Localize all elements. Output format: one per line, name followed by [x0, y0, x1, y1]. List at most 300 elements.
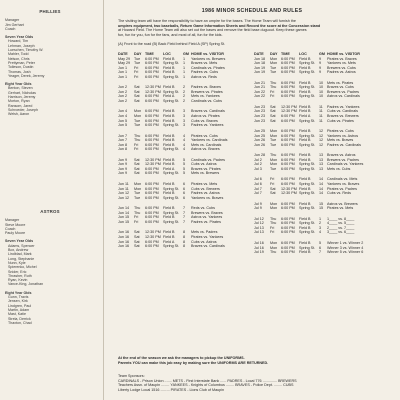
player-list: [0, 244, 100, 287]
player-name: Box, Andrew: [8, 248, 29, 253]
table-row: [254, 167, 392, 172]
cell-date: Jun 19: [254, 65, 266, 70]
cell-time: 6:00 PM: [145, 138, 159, 143]
cell-matchup: Cardinals vs. Mets: [327, 177, 358, 182]
cell-date: Jul 13: [254, 225, 264, 230]
cell-day: Mon: [134, 186, 142, 191]
cell-date: Jun 4: [118, 109, 128, 114]
cell-game: 1: [183, 56, 186, 61]
cell-matchup: 3____ vs. 6____: [327, 230, 355, 235]
cell-loc: Spring St.: [299, 133, 316, 138]
table-row: [118, 123, 250, 128]
cell-game: 6: [183, 186, 186, 191]
player-name: Schroeder, Joseph: [8, 107, 38, 112]
cell-day: Sat: [134, 94, 140, 99]
player-name: Adams, Spencer: [8, 243, 35, 248]
cell-time: 6:00 PM: [145, 219, 159, 224]
player-name: Tolleson, Dustin: [8, 65, 34, 70]
cell-day: Tue: [134, 118, 141, 123]
cell-time: 12:30 PM: [145, 89, 161, 94]
col-gm: GM: [183, 52, 189, 56]
cell-date: Jun 9: [118, 166, 128, 171]
cell-game: 2: [183, 89, 186, 94]
cell-matchup: Cubs vs. Braves: [191, 118, 218, 123]
cell-game: 12: [319, 142, 324, 147]
cell-game: 4: [183, 147, 186, 152]
cell-date: Jun 11: [118, 186, 129, 191]
table-row: [254, 250, 392, 255]
cell-loc: Field B: [163, 109, 175, 114]
cell-matchup: 1____ vs. 8____: [327, 216, 355, 221]
cell-date: Jun 16: [118, 244, 130, 249]
cell-game: 7: [319, 250, 322, 255]
col-home-vs-visitor: HOME vs. VISITOR: [191, 52, 224, 56]
intro-paragraph: [118, 19, 390, 37]
cell-date: Jun 2: [118, 85, 128, 90]
cell-date: Jun 9: [118, 157, 128, 162]
cell-matchup: Astros vs. Braves: [191, 147, 220, 152]
group-heading: Seven Year Olds: [5, 239, 34, 244]
cell-date: Jun 1: [118, 65, 128, 70]
table-row: [118, 147, 250, 152]
cell-date: May 29: [118, 56, 131, 61]
cell-loc: Spring St.: [299, 94, 316, 99]
cell-matchup: Padres vs. Astros: [191, 191, 220, 196]
cell-date: Jun 16: [118, 230, 130, 235]
cell-time: 12:30 PM: [145, 157, 161, 162]
col-date: DATE: [118, 52, 128, 56]
cell-matchup: Pirates vs. Yankees: [191, 234, 224, 239]
cell-day: Thu: [270, 250, 277, 255]
cell-day: Fri: [270, 89, 275, 94]
cell-date: Jun 28: [254, 153, 266, 158]
cell-time: 6:00 PM: [281, 166, 295, 171]
cell-day: Mon: [270, 61, 278, 66]
player-name: Jensen, Kirk: [8, 299, 28, 304]
cell-game: 10: [319, 80, 324, 85]
table-row: [254, 94, 392, 99]
cell-date: Jul 9: [254, 206, 262, 211]
team-sponsors: [118, 374, 390, 392]
cell-date: Jul 9: [254, 201, 262, 206]
cell-loc: Spring St.: [163, 244, 180, 249]
cell-day: Sat: [134, 98, 140, 103]
cell-matchup: Winner 5 vs. Winner 6: [327, 250, 364, 255]
cell-time: 12:30 PM: [145, 230, 161, 235]
cell-game: 8: [183, 230, 186, 235]
cell-time: 6:00 PM: [281, 153, 295, 158]
cell-matchup: Brewers vs. Cubs: [327, 65, 356, 70]
cell-matchup: Astros vs. Yankees: [191, 215, 223, 220]
staff-entry: Steve Moore: [5, 222, 26, 227]
cell-time: 6:00 PM: [145, 147, 159, 152]
cell-day: Thu: [134, 206, 141, 211]
cell-date: Jun 7: [118, 133, 128, 138]
cell-time: 6:00 PM: [281, 206, 295, 211]
cell-loc: Field B: [299, 153, 311, 158]
cell-matchup: Pirates vs. Mets: [327, 206, 354, 211]
cell-date: Jun 18: [254, 61, 266, 66]
cell-time: 6:00 PM: [145, 186, 159, 191]
schedule-table-right: [254, 52, 392, 255]
cell-time: 6:00 PM: [281, 162, 295, 167]
cell-time: 6:00 PM: [281, 85, 295, 90]
player-name: Yeager, Derek, Jeremy: [8, 73, 45, 78]
cell-game: 1: [183, 74, 186, 79]
cell-game: 13: [319, 162, 324, 167]
cell-time: 6:00 PM: [145, 123, 159, 128]
cell-game: 12: [319, 138, 324, 143]
cell-date: Jun 8: [118, 142, 128, 147]
group-heading: Eight Year Olds: [5, 290, 32, 295]
cell-game: 3: [183, 123, 186, 128]
cell-day: Mon: [270, 206, 278, 211]
col-time: TIME: [145, 52, 154, 56]
cell-game: 12: [319, 133, 324, 138]
cell-matchup: Brewers vs. Pirates: [191, 89, 223, 94]
player-name: Harrison, Jeremy: [8, 95, 36, 100]
cell-day: Mon: [270, 245, 278, 250]
cell-matchup: Braves vs. Astros: [327, 153, 356, 158]
cell-day: Fri: [134, 147, 139, 152]
cell-game: 10: [319, 89, 324, 94]
cell-time: 6:00 PM: [281, 129, 295, 134]
player-name: Howard, Tim: [8, 39, 29, 44]
cell-time: 6:00 PM: [281, 240, 295, 245]
cell-day: Sat: [134, 89, 140, 94]
cell-matchup: Pirates vs. Mets: [191, 182, 218, 187]
cell-day: Sat: [270, 109, 276, 114]
notice-line: Parents YOU can make this job easy by making sure the UNIFORMS ARE RETURNED.: [118, 360, 269, 365]
cell-loc: Spring St.: [163, 147, 180, 152]
cell-matchup: Pirates vs. Braves: [327, 56, 357, 61]
cell-time: 6:00 PM: [281, 138, 295, 143]
cell-matchup: Padres vs. Astros: [327, 70, 356, 75]
cell-time: 6:00 PM: [281, 230, 295, 235]
cell-loc: Spring St.: [299, 61, 316, 66]
cell-matchup: Braves vs. Mets: [191, 61, 218, 66]
cell-game: 1: [183, 65, 186, 70]
cell-date: Jun 23: [254, 104, 266, 109]
cell-date: Jun 2: [118, 89, 128, 94]
cell-day: Tue: [134, 61, 141, 66]
cell-game: 9: [319, 65, 322, 70]
cell-game: 8: [183, 239, 186, 244]
cell-day: Tue: [270, 65, 277, 70]
cell-loc: Spring St.: [299, 182, 316, 187]
cell-date: Jul 7: [254, 191, 262, 196]
cell-loc: Field B: [299, 201, 311, 206]
cell-time: 6:00 PM: [281, 216, 295, 221]
cell-time: 6:00 PM: [281, 157, 295, 162]
group-heading: Eight Year Olds: [5, 82, 32, 87]
cell-loc: Field B: [163, 114, 175, 119]
cell-loc: Field B: [163, 191, 175, 196]
table-row: [254, 191, 392, 196]
cell-day: Tue: [134, 195, 141, 200]
cell-game: 5: [319, 240, 322, 245]
cell-date: Jul 6: [254, 182, 262, 187]
cell-loc: Spring St.: [163, 171, 180, 176]
cell-loc: Spring St.: [163, 210, 180, 215]
cell-time: 6:00 PM: [145, 182, 159, 187]
cell-loc: Field B: [299, 216, 311, 221]
cell-matchup: Cardinals vs. Padres: [191, 157, 226, 162]
cell-day: Thu: [270, 153, 277, 158]
cell-time: 6:00 PM: [145, 65, 159, 70]
player-name: Thrasher, Ruth: [8, 273, 32, 278]
cell-matchup: Reds vs. Cubs: [191, 206, 215, 211]
cell-matchup: Brewers vs. Padres: [327, 89, 359, 94]
cell-loc: Field B: [163, 133, 175, 138]
cell-date: Jul 16: [254, 245, 264, 250]
intro-line: fun, fun for you, fun for the fans, and most of all, fun for the kids.: [118, 32, 223, 37]
cell-day: Fri: [134, 70, 139, 75]
cell-matchup: Padres vs. Cubs: [191, 70, 219, 75]
cell-date: Jun 5: [118, 118, 128, 123]
cell-matchup: Pirates vs. Padres: [327, 186, 357, 191]
cell-matchup: Mets vs. Braves: [327, 138, 354, 143]
cell-date: Jun 23: [254, 109, 266, 114]
cell-matchup: Yankees vs. Cardinals: [191, 138, 228, 143]
cell-day: Sat: [134, 85, 140, 90]
cell-date: Jun 11: [118, 182, 129, 187]
cell-date: Jul 3: [254, 166, 262, 171]
player-list: [0, 86, 100, 116]
cell-loc: Field A: [163, 94, 175, 99]
player-name: Strela, Derrick: [8, 316, 31, 321]
cell-matchup: Padres vs. Yankees: [191, 123, 224, 128]
col-time: TIME: [281, 52, 290, 56]
cell-game: 2: [183, 85, 186, 90]
cell-day: Fri: [134, 215, 139, 220]
cell-time: 6:00 PM: [145, 118, 159, 123]
cell-loc: Field B: [299, 80, 311, 85]
cell-loc: Spring St.: [299, 85, 316, 90]
player-name: Lindblad, Mark: [8, 252, 32, 257]
sponsor-line: Teachers Assn. of Maupin ........ YANKEES - Knights of Columbus ........ BRAVES - Police Dept. ........ CUBS: [118, 383, 294, 388]
cell-date: Jun 16: [118, 234, 130, 239]
cell-game: 8: [183, 234, 186, 239]
cell-day: Tue: [134, 191, 141, 196]
cell-loc: Field B: [163, 138, 175, 143]
cell-time: 6:00 PM: [281, 177, 295, 182]
cell-game: 10: [319, 94, 324, 99]
cell-loc: Field B: [163, 118, 175, 123]
cell-date: Jun 12: [118, 195, 130, 200]
cell-time: 6:00 PM: [281, 89, 295, 94]
cell-matchup: Mets vs. Padres: [191, 230, 218, 235]
uniform-notice: [118, 356, 390, 365]
cell-date: Jun 12: [118, 191, 130, 196]
table-row: [118, 171, 250, 176]
cell-day: Thu: [134, 210, 141, 215]
cell-game: 10: [319, 85, 324, 90]
cell-loc: Field B: [163, 162, 175, 167]
cell-loc: Spring St.: [163, 61, 180, 66]
cell-matchup: Padres vs. Cardinals: [327, 142, 362, 147]
cell-time: 12:30 PM: [281, 191, 297, 196]
player-name: Snider, Eric: [8, 269, 27, 274]
player-name: Vance-King, Jonathan: [8, 282, 44, 287]
player-name: Benton, Steven: [8, 86, 33, 91]
cell-loc: Field B: [299, 104, 311, 109]
cell-matchup: Astros vs. Brewers: [327, 201, 358, 206]
cell-loc: Field B: [163, 230, 175, 235]
cell-day: Mon: [270, 157, 278, 162]
player-name: Thaxton, Chad: [8, 320, 32, 325]
table-row: [254, 230, 392, 235]
cell-matchup: Mets vs. Brewers: [191, 171, 220, 176]
table-row: [118, 196, 250, 201]
cell-loc: Spring St.: [163, 195, 180, 200]
cell-loc: Field A: [163, 166, 175, 171]
cell-day: Mon: [270, 240, 278, 245]
cell-game: 4: [319, 230, 322, 235]
cell-loc: Field B: [163, 142, 175, 147]
team-name: PHILLIES: [39, 9, 61, 14]
cell-time: 12:30 PM: [281, 109, 297, 114]
cell-time: 6:00 PM: [145, 239, 159, 244]
team-roster-astros: [0, 210, 100, 325]
cell-matchup: 4____ vs. 5____: [327, 221, 355, 226]
cell-matchup: Cubs vs. Astros: [191, 239, 217, 244]
cell-loc: Spring St.: [299, 162, 316, 167]
cell-loc: Field B: [163, 215, 175, 220]
cell-loc: Field B: [163, 157, 175, 162]
cell-time: 12:30 PM: [145, 85, 161, 90]
cell-day: Sat: [134, 166, 140, 171]
cell-game: 14: [319, 177, 324, 182]
schedule-main: [104, 0, 400, 400]
cell-loc: Field B: [163, 234, 175, 239]
team-staff: [0, 218, 100, 235]
cell-day: Fri: [270, 225, 275, 230]
cell-time: 6:00 PM: [281, 70, 295, 75]
cell-matchup: Astros vs. Cardinals: [327, 94, 360, 99]
sponsor-line: CARDINALS - Prison Union ....... METS - First Interstate Bank ...... PADRES - Local 776 .............. BREWERS: [118, 378, 297, 383]
cell-time: 6:00 PM: [145, 142, 159, 147]
cell-time: 6:00 PM: [281, 114, 295, 119]
cell-matchup: Brewers vs. Padres: [327, 157, 359, 162]
player-name: Gerhart, Nicholas: [8, 90, 36, 95]
cell-matchup: Mets vs. Cubs: [327, 166, 351, 171]
staff-entry: Manager: [5, 18, 20, 23]
cell-date: Jul 2: [254, 157, 262, 162]
cell-day: Thu: [270, 80, 277, 85]
cell-game: 7: [183, 215, 186, 220]
cell-time: 12:30 PM: [145, 162, 161, 167]
cell-date: Jul 6: [254, 177, 262, 182]
cell-date: Jun 16: [118, 239, 130, 244]
cell-date: Jun 14: [118, 210, 130, 215]
cell-time: 6:00 PM: [281, 245, 295, 250]
cell-date: Jun 23: [254, 118, 266, 123]
cell-date: Jun 26: [254, 142, 266, 147]
cell-matchup: Cardinals vs. Pirates: [191, 65, 225, 70]
player-name: Nelson, Chris: [8, 56, 30, 61]
cell-day: Tue: [270, 142, 277, 147]
cell-date: Jun 7: [118, 138, 128, 143]
cell-matchup: Cubs vs. Brewers: [191, 186, 220, 191]
notice-line: At the end of the season we ask the managers to pickup the UNIFORMS.: [118, 356, 245, 360]
cell-game: 5: [183, 157, 186, 162]
cell-date: Jun 25: [254, 133, 266, 138]
cell-loc: Field B: [299, 186, 311, 191]
cell-game: 1: [183, 61, 186, 66]
table-row: [118, 99, 250, 104]
cell-date: Jun 26: [254, 138, 266, 143]
cell-matchup: Cardinals vs. Yankees: [327, 162, 364, 167]
cell-matchup: Cubs vs. Reds: [327, 191, 351, 196]
cell-date: Jun 25: [254, 129, 266, 134]
cell-game: 11: [319, 104, 323, 109]
cell-day: Sat: [134, 239, 140, 244]
cell-time: 6:00 PM: [281, 61, 295, 66]
cell-day: Mon: [134, 182, 142, 187]
cell-matchup: Yankees vs. Braves: [327, 182, 360, 187]
cell-date: Jun 21: [254, 85, 266, 90]
cell-matchup: Winner 3 vs. Winner 4: [327, 245, 364, 250]
cell-loc: Field B: [299, 109, 311, 114]
cell-game: 14: [319, 182, 324, 187]
cell-date: Jun 8: [118, 147, 128, 152]
cell-time: 12:30 PM: [145, 234, 161, 239]
cell-game: 7: [183, 210, 186, 215]
player-name: Welsh, Aaron: [8, 112, 30, 117]
cell-date: Jul 19: [254, 250, 264, 255]
cell-matchup: Cubs vs. Astros: [191, 162, 217, 167]
cell-loc: Spring St.: [163, 219, 180, 224]
cell-game: 11: [319, 118, 323, 123]
cell-time: 6:00 PM: [145, 206, 159, 211]
cell-game: 2: [319, 221, 322, 226]
cell-day: Thu: [270, 85, 277, 90]
cell-game: 9: [319, 61, 322, 66]
player-name: Mast, Katie: [8, 312, 26, 317]
cell-date: Jun 19: [254, 70, 266, 75]
staff-entry: Coach: [5, 26, 16, 31]
table-row: [254, 143, 392, 148]
cell-matchup: Padres vs. Braves: [191, 85, 221, 90]
cell-time: 6:00 PM: [145, 191, 159, 196]
cell-game: 6: [183, 182, 186, 187]
cell-game: 6: [183, 195, 186, 200]
cell-matchup: Padres vs. Yankees: [327, 104, 360, 109]
cell-day: Sat: [270, 104, 276, 109]
cell-day: Sat: [134, 162, 140, 167]
cell-game: 1: [183, 70, 186, 75]
cell-game: 11: [319, 114, 323, 119]
cell-time: 6:00 PM: [281, 133, 295, 138]
cell-game: 15: [319, 206, 324, 211]
cell-game: 3: [183, 118, 186, 123]
cell-date: Jul 12: [254, 216, 264, 221]
cell-game: 4: [183, 133, 186, 138]
cell-time: 6:00 PM: [145, 109, 159, 114]
player-name: Long, Stephanie: [8, 256, 35, 261]
cell-matchup: Astros vs. Pirates: [191, 114, 220, 119]
cell-loc: Field B: [163, 70, 175, 75]
cell-date: Jul 12: [254, 221, 264, 226]
cell-game: 13: [319, 157, 324, 162]
cell-time: 6:00 PM: [281, 94, 295, 99]
cell-day: Fri: [134, 65, 139, 70]
cell-day: Sat: [134, 230, 140, 235]
cell-date: Jun 14: [118, 206, 130, 211]
cell-day: Sat: [134, 234, 140, 239]
cell-loc: Field B: [299, 129, 311, 134]
